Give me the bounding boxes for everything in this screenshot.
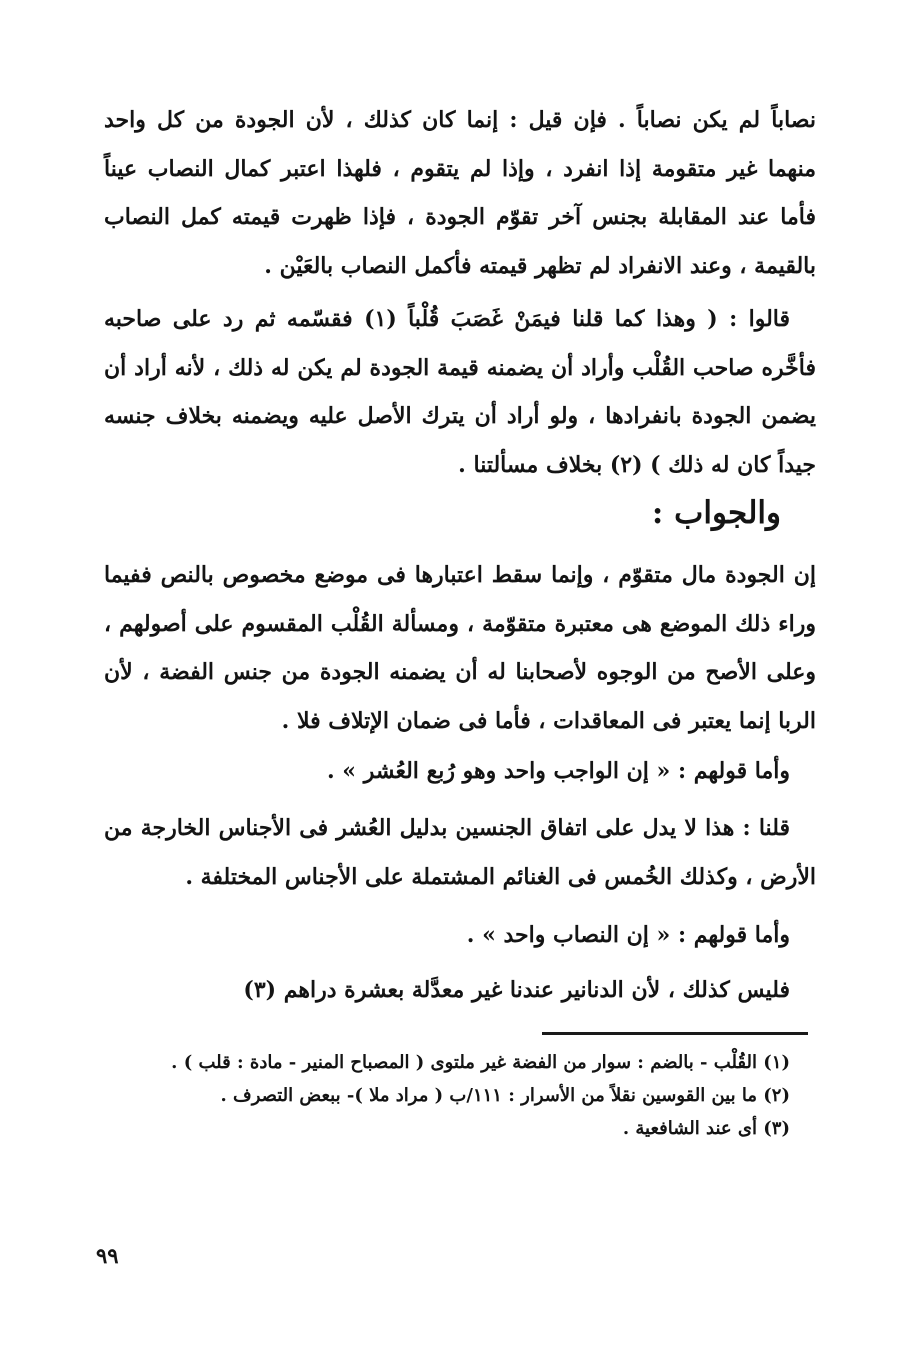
footnote-1: (١) القُلْب - بالضم : سوار من الفضة غير ملتوى ( المصباح المنير - مادة : قلب ) . [171,1052,790,1073]
paragraph-2: قالوا : ( وهذا كما قلنا فيمَنْ غَصَبَ قُلْباً (١) فقسّمه ثم رد على صاحبه فأخَّره صاحب القُلْب وأراد أن يضمنه قيمة الجودة لم يكن له ذلك ، لأنه أراد أن يضمن الجودة بانفرادها ، ولو أراد أن يترك الأصل عليه ويضمنه بخلاف جنسه جيداً كان له ذلك ) (٢) بخلاف مسألتنا . [104,306,816,478]
footnote-2: (٢) ما بين القوسين نقلاً من الأسرار : ١١١/ب ( مراد ملا )- ببعض التصرف . [220,1085,790,1106]
paragraph-7: فليس كذلك ، لأن الدنانير عندنا غير معدَّلة بعشرة دراهم (٣) [243,977,790,1003]
page-number: ٩٩ [96,1243,119,1268]
paragraph-4: وأما قولهم : « إن الواجب واحد وهو رُبع العُشر » . [326,758,790,784]
footnote-divider [542,1032,808,1035]
footnotes [104,1046,816,1145]
footnote-3: (٣) أى عند الشافعية . [622,1118,790,1139]
paragraph-3: إن الجودة مال متقوّم ، وإنما سقط اعتبارها فى موضع مخصوص بالنص ففيما وراء ذلك الموضع هى معتبرة متقوّمة ، ومسألة القُلْب المقسوم على أصولهم ، وعلى الأصح من الوجوه لأصحابنا له أن يضمنه الجودة من جنس الفضة ، لأن الربا إنما يعتبر فى المعاقدات ، فأما فى ضمان الإتلاف فلا . [104,562,816,734]
paragraph-6: وأما قولهم : « إن النصاب واحد » . [466,922,790,948]
paragraph-1: نصاباً لم يكن نصاباً . فإن قيل : إنما كان كذلك ، لأن الجودة من كل واحد منهما غير متقومة إذا انفرد ، وإذا لم يتقوم ، فلهذا اعتبر كمال النصاب عيناً فأما عند المقابلة بجنس آخر تقوّم الجودة ، فإذا ظهرت قيمته كمل النصاب بالقيمة ، وعند الانفراد لم تظهر قيمته فأكمل النصاب بالعَيْن . [104,107,816,279]
section-heading: والجواب : [651,495,781,531]
paragraph-5: قلنا : هذا لا يدل على اتفاق الجنسين بدليل العُشر فى الأجناس الخارجة من الأرض ، وكذلك الخُمس فى الغنائم المشتملة على الأجناس المختلفة . [104,815,816,890]
